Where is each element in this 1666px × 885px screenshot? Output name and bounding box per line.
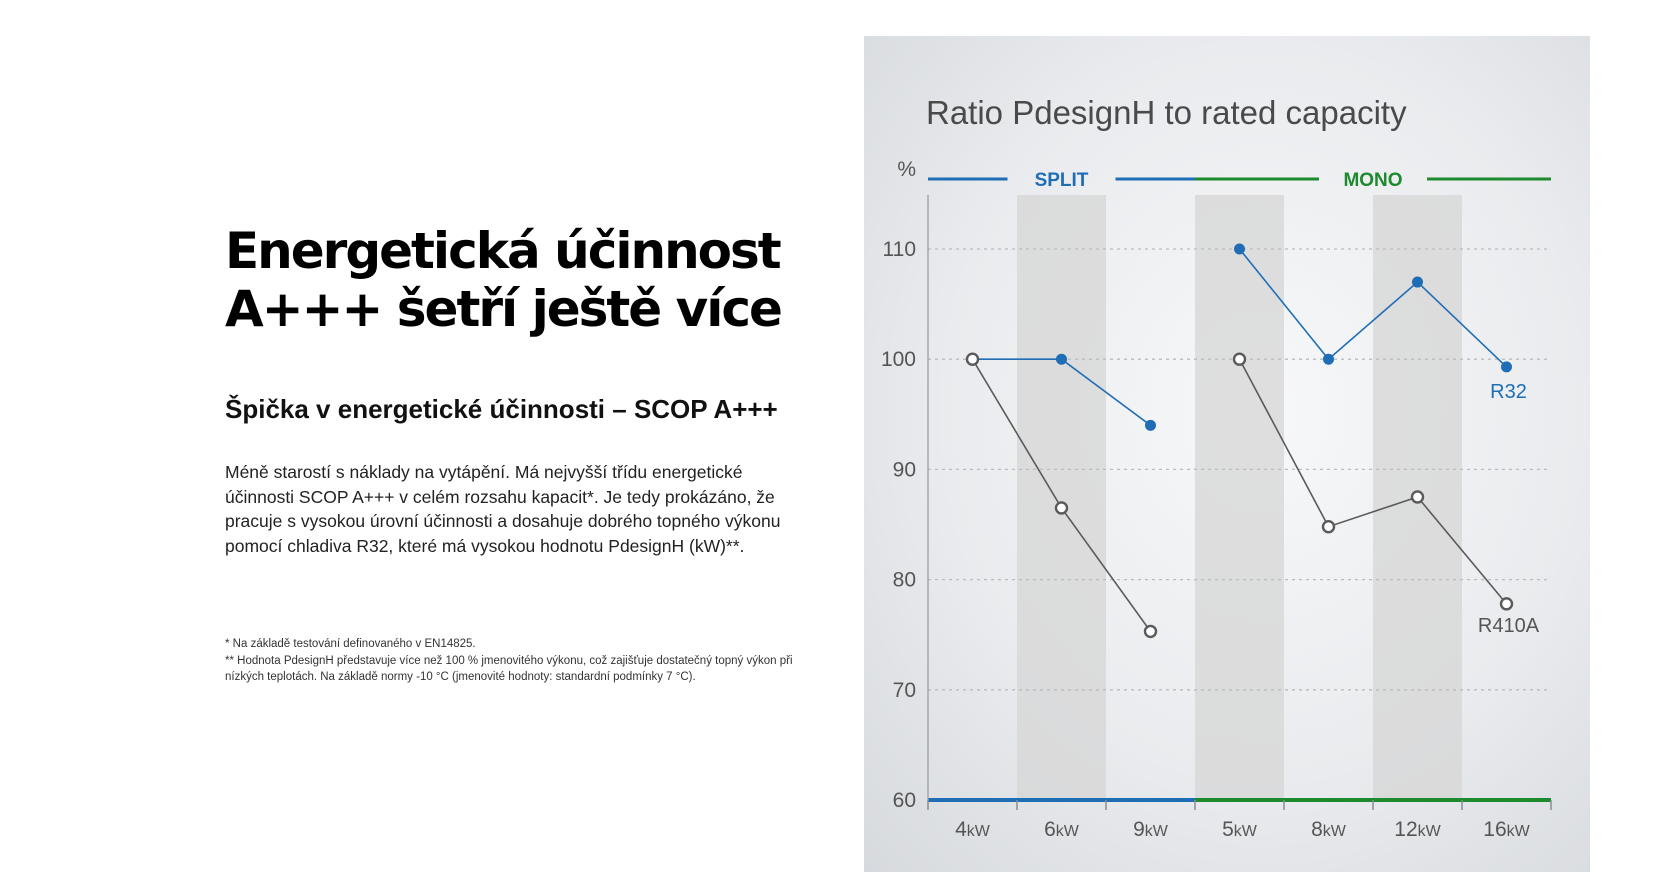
point-r410a-5kw (1234, 354, 1245, 365)
y-tick-label-60: 60 (892, 789, 916, 812)
description-text: Méně starostí s náklady na vytápění. Má nejvyšší třídu energetické účinnosti SCOP A+++ v celém rozsahu kapacit*. Je tedy prokázáno, že pracuje s vysokou úrovní účinnosti a dosahuje dobrého topného výkonu pomocí chladiva R32, které má vysokou hodnotu PdesignH (kW)**. (225, 462, 781, 556)
x-tick-label-9kw: 9kW (1133, 818, 1168, 841)
chart-title: Ratio PdesignH to rated capacity (926, 94, 1407, 131)
point-r410a-16kw (1501, 598, 1512, 609)
point-r32-6kw (1057, 354, 1067, 364)
point-r32-16kw (1502, 362, 1512, 372)
y-tick-label-110: 110 (882, 238, 916, 261)
x-tick-label-6kw: 6kW (1044, 818, 1079, 841)
point-r32-8kw (1324, 354, 1334, 364)
point-r32-9kw (1146, 420, 1156, 430)
point-r32-5kw (1235, 244, 1245, 254)
point-r410a-12kw (1412, 491, 1423, 502)
group-label-mono: MONO (1343, 170, 1403, 191)
y-tick-label-80: 80 (892, 568, 916, 592)
footnotes (225, 636, 825, 686)
y-axis-unit: % (897, 158, 916, 181)
y-tick-label-100: 100 (880, 348, 916, 372)
footnote-1: * Na základě testování definovaného v EN14825. (225, 638, 476, 650)
y-tick-label-90: 90 (892, 458, 916, 482)
point-r32-12kw (1413, 277, 1423, 287)
point-r410a-4kw (967, 354, 978, 365)
shaded-band-6kw (1017, 195, 1106, 800)
section-subtitle: Špička v energetické účinnosti – SCOP A+++ (225, 394, 778, 424)
pdesignh-ratio-chart (864, 36, 1590, 872)
point-r410a-6kw (1056, 502, 1067, 513)
point-r410a-8kw (1323, 521, 1334, 532)
chart-panel (864, 36, 1590, 872)
shaded-band-5kw (1195, 195, 1284, 800)
point-r410a-9kw (1145, 626, 1156, 637)
x-tick-label-4kw: 4kW (955, 818, 990, 841)
y-tick-label-70: 70 (892, 678, 916, 702)
group-label-split: SPLIT (1034, 170, 1089, 191)
x-tick-label-12kw: 12kW (1394, 818, 1441, 841)
series-label-r410a: R410A (1477, 614, 1540, 637)
series-label-r32: R32 (1490, 380, 1527, 403)
page-title: Energetická účinnost A+++ šetří ještě více (225, 222, 781, 338)
x-tick-label-8kw: 8kW (1311, 818, 1346, 841)
footnote-2: ** Hodnota PdesignH představuje více než 100 % jmenovitého výkonu, což zajišťuje dostatečný topný výkon při nízkých teplotách. Na základě normy -10 °C (jmenovité hodnoty: standardní podmínky 7 °C). (225, 654, 793, 683)
x-tick-label-5kw: 5kW (1222, 818, 1257, 841)
x-tick-label-16kw: 16kW (1483, 818, 1530, 841)
